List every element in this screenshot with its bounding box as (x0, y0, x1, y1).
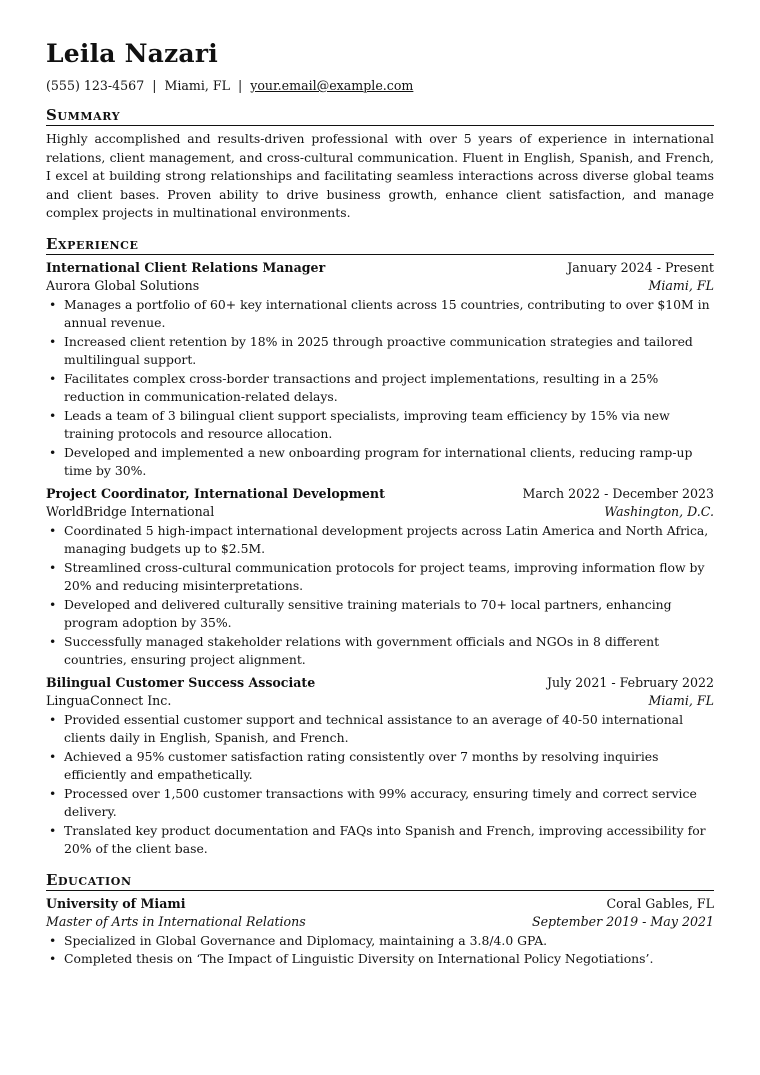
contact-separator: | (152, 78, 157, 93)
list-item: • Leads a team of 3 bilingual client support specialists, improving team efficiency by 15% via new training protocols and resource allocation. (46, 407, 714, 444)
list-item: • Successfully managed stakeholder relations with government officials and NGOs in 8 different countries, ensuring project alignment. (46, 633, 714, 670)
job-location: Washington, D.C. (604, 504, 714, 519)
list-item: • Streamlined cross-cultural communication protocols for project teams, improving information flow by 20% and reducing misinterpretations. (46, 559, 714, 596)
list-item: • Manages a portfolio of 60+ key international clients across 15 countries, contributing to over $10M in annual revenue. (46, 296, 714, 333)
degree: Master of Arts in International Relations (46, 914, 306, 929)
job-title: International Client Relations Manager (46, 259, 326, 275)
job-location: Miami, FL (648, 693, 714, 708)
list-item: • Facilitates complex cross-border transactions and project implementations, resulting in a 25% reduction in communication-related delays. (46, 370, 714, 407)
job-entry (46, 485, 714, 670)
list-item: • Developed and delivered culturally sensitive training materials to 70+ local partners, enhancing program adoption by 35%. (46, 596, 714, 633)
summary-heading: Summary (46, 106, 714, 126)
job-title: Bilingual Customer Success Associate (46, 674, 316, 690)
job-title: Project Coordinator, International Development (46, 485, 385, 501)
phone-number: (555) 123-4567 (46, 78, 145, 93)
job-location: Miami, FL (648, 278, 714, 293)
job-bullets (46, 296, 714, 481)
list-item: • Processed over 1,500 customer transactions with 99% accuracy, ensuring timely and correct service delivery. (46, 785, 714, 822)
company-name: LinguaConnect Inc. (46, 693, 172, 708)
summary-text: Highly accomplished and results-driven professional with over 5 years of experience in international relations, client management, and cross-cultural communication. Fluent in English, Spanish, and French, I excel at building strong relationships and facilitating seamless interactions across diverse global teams and client bases. Proven ability to drive business growth, enhance client satisfaction, and manage complex projects in multinational environments. (46, 131, 714, 220)
list-item: • Achieved a 95% customer satisfaction rating consistently over 7 months by resolving inquiries efficiently and empathetically. (46, 748, 714, 785)
list-item: • Increased client retention by 18% in 2025 through proactive communication strategies and tailored multilingual support. (46, 333, 714, 370)
school-location: Coral Gables, FL (606, 895, 714, 911)
education-heading: Education (46, 871, 714, 891)
job-entry (46, 674, 714, 859)
job-entry (46, 259, 714, 481)
experience-heading: Experience (46, 235, 714, 255)
list-item: • Coordinated 5 high-impact international development projects across Latin America and North Africa, managing budgets up to $2.5M. (46, 522, 714, 559)
school-name: University of Miami (46, 895, 186, 911)
company-name: WorldBridge International (46, 504, 215, 519)
education-bullets (46, 932, 714, 969)
job-bullets (46, 522, 714, 670)
location: Miami, FL (164, 78, 230, 93)
contact-separator: | (237, 78, 243, 93)
contact-line (46, 78, 714, 94)
job-dates: March 2022 - December 2023 (522, 485, 714, 501)
job-dates: July 2021 - February 2022 (546, 674, 714, 690)
list-item: • Specialized in Global Governance and Diplomacy, maintaining a 3.8/4.0 GPA. (46, 932, 714, 951)
company-name: Aurora Global Solutions (46, 278, 200, 293)
candidate-name: Leila Nazari (46, 39, 218, 68)
email-link[interactable]: your.email@example.com (250, 78, 414, 93)
education-entry (46, 895, 714, 969)
job-dates: January 2024 - Present (567, 259, 714, 275)
job-bullets (46, 711, 714, 859)
education-dates: September 2019 - May 2021 (531, 914, 714, 929)
list-item: • Provided essential customer support and technical assistance to an average of 40-50 international clients daily in English, Spanish, and French. (46, 711, 714, 748)
list-item: • Translated key product documentation and FAQs into Spanish and French, improving accessibility for 20% of the client base. (46, 822, 714, 859)
list-item: • Developed and implemented a new onboarding program for international clients, reducing ramp-up time by 30%. (46, 444, 714, 481)
list-item: • Completed thesis on ‘The Impact of Linguistic Diversity on International Policy Negotiations’. (46, 950, 714, 969)
